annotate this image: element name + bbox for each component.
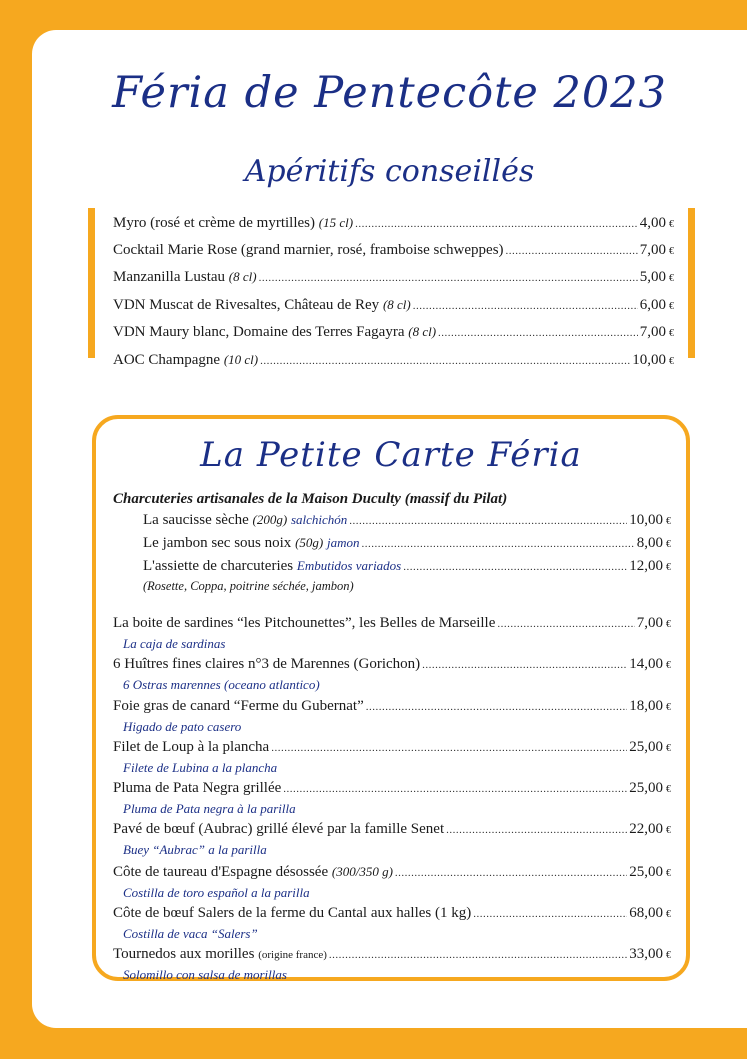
item-price: 14,00 xyxy=(629,656,663,673)
leader-dots xyxy=(259,266,638,292)
item-price: 10,00 xyxy=(632,351,666,368)
currency: € xyxy=(669,245,674,257)
item-price: 4,00 xyxy=(639,215,666,231)
item-price: 6,00 xyxy=(639,296,666,313)
item-price: 25,00 xyxy=(629,863,663,880)
dish-item xyxy=(113,903,671,942)
item-spanish: Filete de Lubina a la plancha xyxy=(123,759,278,775)
aperitif-item xyxy=(113,264,674,292)
item-price: 33,00 xyxy=(629,946,663,963)
currency: € xyxy=(666,516,671,527)
petite-carte-list xyxy=(113,489,671,986)
currency: € xyxy=(666,701,671,713)
leader-dots xyxy=(446,820,627,841)
item-spanish: La caja de sardinas xyxy=(123,636,226,651)
item-name: Pavé de bœuf (Aubrac) grillé élevé par la famille Senet xyxy=(113,821,445,838)
menu-page xyxy=(32,30,747,1028)
currency: € xyxy=(669,273,674,285)
aperitif-item xyxy=(113,210,674,238)
item-price: 8,00 xyxy=(636,535,663,551)
currency: € xyxy=(666,660,671,672)
leader-dots xyxy=(366,697,628,718)
item-name: VDN Maury blanc, Domaine des Terres Fagayra xyxy=(113,324,405,341)
petite-carte-title: La Petite Carte Féria xyxy=(200,435,582,475)
item-detail: (8 cl) xyxy=(382,296,411,312)
item-detail: (origine france) xyxy=(258,949,327,962)
item-name: Manzanilla Lustau xyxy=(113,269,226,286)
petite-carte-box xyxy=(92,415,690,981)
currency: € xyxy=(666,825,671,837)
item-detail: (50g) xyxy=(295,535,324,550)
leader-dots xyxy=(349,511,627,532)
item-name: La saucisse sèche xyxy=(143,512,249,528)
item-spanish: Embutidos variados xyxy=(296,558,402,573)
leader-dots xyxy=(497,614,634,635)
leader-dots xyxy=(283,779,627,800)
leader-dots xyxy=(473,904,627,925)
item-spanish: Buey “Aubrac” a la parilla xyxy=(123,842,267,858)
item-spanish: jamon xyxy=(326,535,360,550)
item-price: 7,00 xyxy=(639,241,666,258)
item-spanish: Costilla de toro español a la parilla xyxy=(123,884,310,900)
item-spanish: Solomillo con salsa de morillas xyxy=(123,967,287,983)
item-price: 5,00 xyxy=(639,269,666,286)
leader-dots xyxy=(395,863,627,884)
currency: € xyxy=(669,328,674,340)
item-spanish: 6 Ostras marennes (oceano atlantico) xyxy=(123,677,320,693)
item-price: 25,00 xyxy=(629,738,663,755)
dish-item xyxy=(113,613,671,652)
item-detail: (10 cl) xyxy=(223,351,259,367)
item-detail: (8 cl) xyxy=(408,324,437,340)
item-name: Côte de bœuf Salers de la ferme du Cantal aux halles (1 kg) xyxy=(113,905,472,922)
item-name: L'assiette de charcuteries xyxy=(143,558,294,574)
item-detail: (8 cl) xyxy=(228,269,257,285)
dish-item xyxy=(113,737,671,776)
item-name: Cocktail Marie Rose (grand marnier, rosé, framboise schweppes) xyxy=(113,241,504,258)
item-name: Filet de Loup à la plancha xyxy=(113,738,270,755)
leader-dots xyxy=(438,321,638,347)
leader-dots xyxy=(361,534,634,555)
charcuterie-item xyxy=(143,555,671,578)
item-name: Le jambon sec sous noix xyxy=(143,535,292,551)
leader-dots xyxy=(403,557,627,578)
item-spanish: Costilla de vaca “Salers” xyxy=(123,926,258,942)
leader-dots xyxy=(260,349,630,375)
item-name: VDN Muscat de Rivesaltes, Château de Rey xyxy=(113,296,380,313)
item-price: 7,00 xyxy=(639,324,666,341)
item-name: Myro (rosé et crème de myrtilles) xyxy=(113,215,316,231)
page-title: Féria de Pentecôte 2023 xyxy=(112,68,667,118)
currency: € xyxy=(666,562,671,573)
item-name: 6 Huîtres fines claires n°3 de Marennes (Gorichon) xyxy=(113,656,421,673)
item-price: 12,00 xyxy=(629,558,663,574)
currency: € xyxy=(666,539,671,550)
currency: € xyxy=(669,300,674,312)
dish-item xyxy=(113,944,671,983)
aperitif-item xyxy=(113,238,674,265)
leader-dots xyxy=(422,655,627,676)
item-detail: (300/350 g) xyxy=(331,863,393,879)
charcuterie-item xyxy=(143,509,671,532)
item-price: 25,00 xyxy=(629,780,663,797)
dish-item xyxy=(113,819,671,858)
leader-dots xyxy=(413,294,638,320)
currency: € xyxy=(669,355,674,367)
item-price: 68,00 xyxy=(629,905,663,922)
currency: € xyxy=(666,867,671,879)
item-name: Tournedos aux morilles xyxy=(113,946,255,963)
aperitif-item xyxy=(113,319,674,347)
item-price: 10,00 xyxy=(629,512,663,528)
charcuterie-item xyxy=(143,532,671,555)
item-price: 22,00 xyxy=(629,821,663,838)
dish-item xyxy=(113,778,671,817)
currency: € xyxy=(666,784,671,796)
aperitifs-title: Apéritifs conseillés xyxy=(244,154,535,189)
item-spanish: salchichón xyxy=(290,512,348,527)
currency: € xyxy=(666,950,671,962)
item-detail: (15 cl) xyxy=(318,215,354,230)
item-spanish: Pluma de Pata negra à la parilla xyxy=(123,801,296,817)
item-name: La boite de sardines “les Pitchounettes”, les Belles de Marseille xyxy=(113,615,496,631)
aperitifs-list xyxy=(88,208,695,368)
aperitif-item xyxy=(113,347,674,375)
dish-item xyxy=(113,861,671,901)
item-spanish: Higado de pato casero xyxy=(123,718,242,734)
currency: € xyxy=(666,742,671,754)
dish-item xyxy=(113,696,671,735)
item-name: Pluma de Pata Negra grillée xyxy=(113,780,282,797)
dish-item xyxy=(113,654,671,693)
currency: € xyxy=(666,619,671,630)
currency: € xyxy=(669,219,674,230)
aperitif-item xyxy=(113,292,674,320)
item-detail: (200g) xyxy=(252,512,288,527)
item-name: AOC Champagne xyxy=(113,351,221,368)
currency: € xyxy=(666,909,671,921)
charcuterie-items xyxy=(113,509,671,595)
item-name: Foie gras de canard “Ferme du Gubernat” xyxy=(113,697,364,714)
leader-dots xyxy=(329,945,627,966)
leader-dots xyxy=(355,212,638,238)
leader-dots xyxy=(271,738,627,759)
charcuterie-heading: Charcuteries artisanales de la Maison Duculty (massif du Pilat) xyxy=(113,491,508,507)
item-price: 7,00 xyxy=(636,615,663,631)
item-price: 18,00 xyxy=(629,697,663,714)
charcuterie-note: (Rosette, Coppa, poitrine séchée, jambon) xyxy=(143,579,354,593)
item-name: Côte de taureau d'Espagne désossée xyxy=(113,863,329,880)
leader-dots xyxy=(506,239,638,265)
